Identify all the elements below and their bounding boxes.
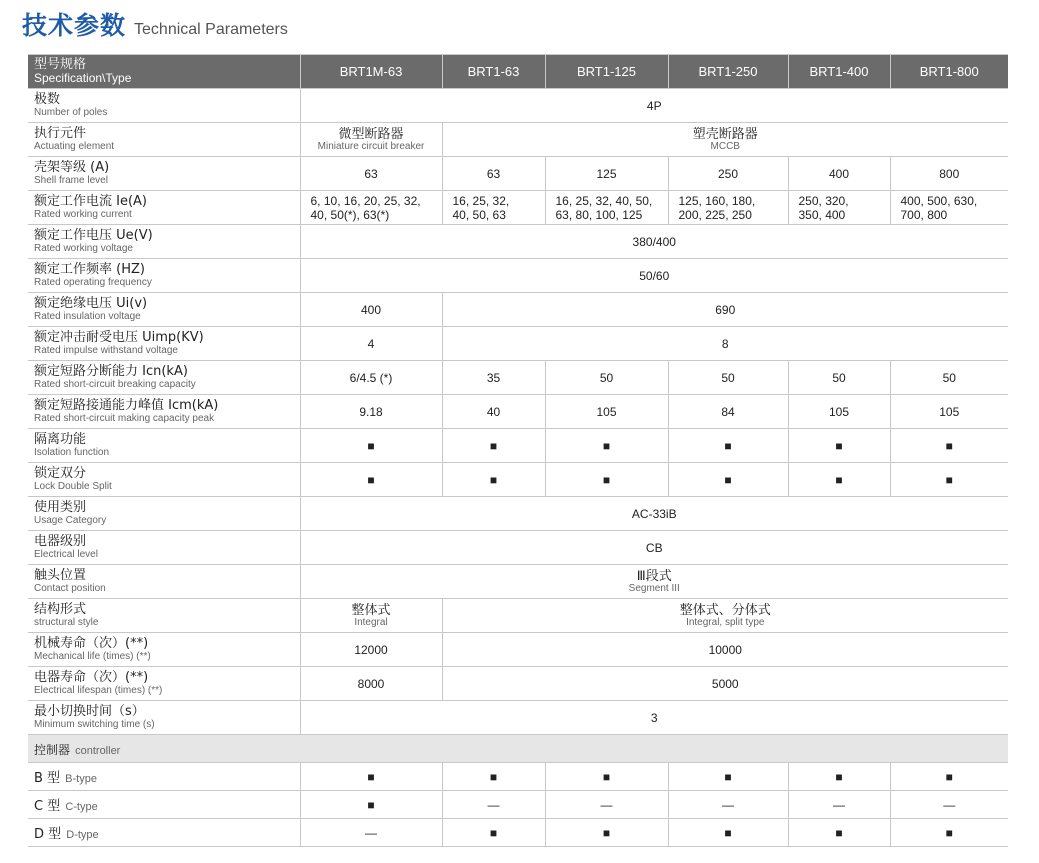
row-controller-d (28, 819, 1008, 847)
cell-value: 50 (788, 361, 890, 395)
row-insulation (28, 293, 1008, 327)
check-mark: ■ (300, 791, 442, 819)
cell-value: 6/4.5 (*) (300, 361, 442, 395)
cell-value: 35 (442, 361, 545, 395)
check-mark: ■ (545, 463, 668, 497)
check-mark: ■ (788, 463, 890, 497)
cell-value: 5000 (442, 667, 1008, 701)
row-current (28, 191, 1008, 225)
cell-value: 400 (788, 157, 890, 191)
check-mark: ■ (545, 819, 668, 847)
check-mark: ■ (442, 763, 545, 791)
row-label: 隔离功能 Isolation function (28, 429, 300, 463)
cell-value: 380/400 (300, 225, 1008, 259)
row-poles (28, 89, 1008, 123)
cell-value: 105 (890, 395, 1008, 429)
row-actuating (28, 123, 1008, 157)
row-usage (28, 497, 1008, 531)
check-mark: ■ (442, 463, 545, 497)
row-making (28, 395, 1008, 429)
cell-value: Ⅲ段式 Segment III (300, 565, 1008, 599)
row-controller-c (28, 791, 1008, 819)
row-structure (28, 599, 1008, 633)
row-label: 壳架等级 (A) Shell frame level (28, 157, 300, 191)
page-title (22, 6, 288, 42)
check-mark: ■ (545, 763, 668, 791)
spec-table (28, 54, 1008, 847)
row-label: C 型 C-type (28, 791, 300, 819)
row-elec-life (28, 667, 1008, 701)
cell-value: 16, 25, 32, 40, 50, 63 (442, 191, 545, 225)
cell-value: 9.18 (300, 395, 442, 429)
section-controller (28, 735, 1008, 763)
model-header: BRT1M-63 (300, 55, 442, 89)
cell-value: 16, 25, 32, 40, 50, 63, 80, 100, 125 (545, 191, 668, 225)
row-label: 额定短路分断能力 Icn(kA) Rated short-circuit breaking capacity (28, 361, 300, 395)
cell-value: 4 (300, 327, 442, 361)
check-mark: ■ (300, 429, 442, 463)
cell-value: 8000 (300, 667, 442, 701)
check-mark: ■ (668, 763, 788, 791)
row-label: 额定冲击耐受电压 Uimp(KV) Rated impulse withstand voltage (28, 327, 300, 361)
check-mark: ■ (890, 819, 1008, 847)
cell-value: 250 (668, 157, 788, 191)
model-header: BRT1-250 (668, 55, 788, 89)
cell-value: 84 (668, 395, 788, 429)
cell-value: 105 (788, 395, 890, 429)
row-contact (28, 565, 1008, 599)
cell-value: 800 (890, 157, 1008, 191)
model-header: BRT1-63 (442, 55, 545, 89)
cell-value: 8 (442, 327, 1008, 361)
row-label: 极数 Number of poles (28, 89, 300, 123)
check-mark: ■ (545, 429, 668, 463)
cell-value: CB (300, 531, 1008, 565)
cell-value: 50 (545, 361, 668, 395)
cell-value: 50 (668, 361, 788, 395)
check-mark: ■ (442, 429, 545, 463)
cell-value: 125 (545, 157, 668, 191)
row-label: 额定短路接通能力峰值 Icm(kA) Rated short-circuit making capacity peak (28, 395, 300, 429)
row-isolation (28, 429, 1008, 463)
cell-value: 10000 (442, 633, 1008, 667)
row-label: B 型 B-type (28, 763, 300, 791)
row-label: 额定工作电流 Ie(A) Rated working current (28, 191, 300, 225)
title-cn: 技术参数 (22, 11, 127, 40)
cell-value: 105 (545, 395, 668, 429)
check-mark: ■ (668, 463, 788, 497)
cell-value: 3 (300, 701, 1008, 735)
check-mark: ■ (668, 819, 788, 847)
check-mark: ■ (300, 763, 442, 791)
cell-value: 12000 (300, 633, 442, 667)
model-header: BRT1-800 (890, 55, 1008, 89)
check-mark: ■ (300, 463, 442, 497)
row-breaking (28, 361, 1008, 395)
header-row (28, 55, 1008, 89)
check-mark: ■ (788, 763, 890, 791)
row-mech-life (28, 633, 1008, 667)
row-label: 机械寿命（次）(**) Mechanical life (times) (**) (28, 633, 300, 667)
cell-value: 4P (300, 89, 1008, 123)
row-label: 额定工作电压 Ue(V) Rated working voltage (28, 225, 300, 259)
row-label: 使用类别 Usage Category (28, 497, 300, 531)
header-label: 型号规格 Specification\Type (28, 55, 300, 89)
dash-mark: — (890, 791, 1008, 819)
check-mark: ■ (668, 429, 788, 463)
row-label: 结构形式 structural style (28, 599, 300, 633)
cell-value: 125, 160, 180, 200, 225, 250 (668, 191, 788, 225)
title-en: Technical Parameters (134, 21, 288, 38)
model-header: BRT1-125 (545, 55, 668, 89)
check-mark: ■ (442, 819, 545, 847)
dash-mark: — (442, 791, 545, 819)
row-elec-level (28, 531, 1008, 565)
section-label: 控制器 controller (28, 735, 1008, 763)
cell-value: 400 (300, 293, 442, 327)
row-label: 执行元件 Actuating element (28, 123, 300, 157)
cell-value: 50 (890, 361, 1008, 395)
cell-value: AC-33iB (300, 497, 1008, 531)
row-label: 锁定双分 Lock Double Split (28, 463, 300, 497)
cell-value: 整体式 Integral (300, 599, 442, 633)
row-label: 最小切换时间（s） Minimum switching time (s) (28, 701, 300, 735)
check-mark: ■ (890, 463, 1008, 497)
check-mark: ■ (890, 763, 1008, 791)
cell-value: 63 (442, 157, 545, 191)
row-impulse (28, 327, 1008, 361)
cell-value: 整体式、分体式 Integral, split type (442, 599, 1008, 633)
cell-value: 6, 10, 16, 20, 25, 32, 40, 50(*), 63(*) (300, 191, 442, 225)
row-switching (28, 701, 1008, 735)
dash-mark: — (668, 791, 788, 819)
dash-mark: — (545, 791, 668, 819)
row-lock (28, 463, 1008, 497)
row-label: 额定绝缘电压 Ui(v) Rated insulation voltage (28, 293, 300, 327)
row-controller-b (28, 763, 1008, 791)
dash-mark: — (788, 791, 890, 819)
row-label: 电器寿命（次）(**) Electrical lifespan (times) (**) (28, 667, 300, 701)
row-frequency (28, 259, 1008, 293)
model-header: BRT1-400 (788, 55, 890, 89)
check-mark: ■ (890, 429, 1008, 463)
row-frame (28, 157, 1008, 191)
check-mark: ■ (788, 429, 890, 463)
cell-value: 塑壳断路器 MCCB (442, 123, 1008, 157)
row-label: 额定工作频率 (HZ) Rated operating frequency (28, 259, 300, 293)
cell-value: 微型断路器 Miniature circuit breaker (300, 123, 442, 157)
dash-mark: — (300, 819, 442, 847)
cell-value: 63 (300, 157, 442, 191)
cell-value: 50/60 (300, 259, 1008, 293)
cell-value: 40 (442, 395, 545, 429)
check-mark: ■ (788, 819, 890, 847)
cell-value: 400, 500, 630, 700, 800 (890, 191, 1008, 225)
row-label: 电器级别 Electrical level (28, 531, 300, 565)
row-voltage (28, 225, 1008, 259)
cell-value: 690 (442, 293, 1008, 327)
row-label: D 型 D-type (28, 819, 300, 847)
cell-value: 250, 320, 350, 400 (788, 191, 890, 225)
row-label: 触头位置 Contact position (28, 565, 300, 599)
